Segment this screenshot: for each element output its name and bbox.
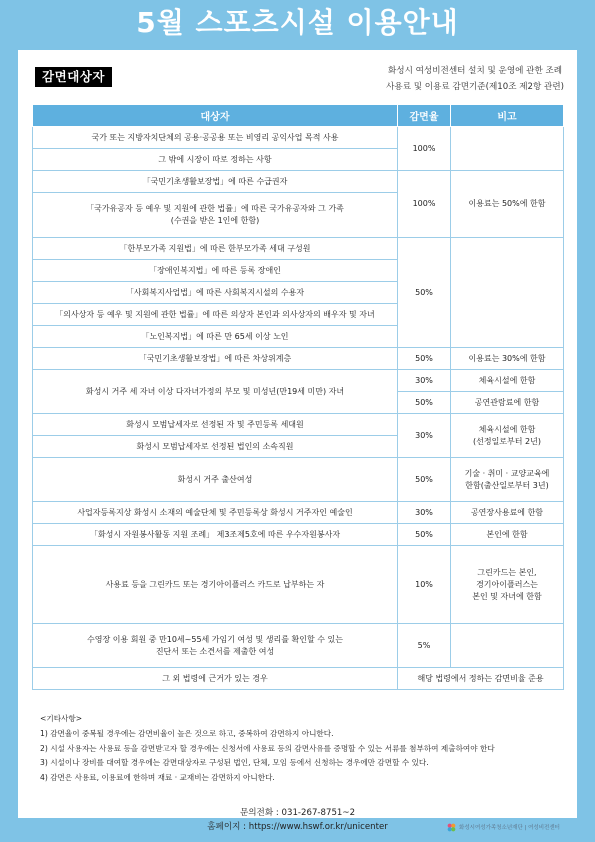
note-item: 3) 시설이나 장비를 대여할 경우에는 감면대상자로 구성된 법인, 단체, 모임 등에서 신청하는 경우에만 감면할 수 있다. xyxy=(40,758,429,768)
note-line: (선정일로부터 2년) xyxy=(473,436,541,446)
target-cell: 「화성시 자원봉사활동 지원 조례」 제3조제5호에 따른 우수자원봉사자 xyxy=(33,524,398,546)
rate-cell: 30% xyxy=(398,414,451,458)
table-row xyxy=(33,171,564,193)
target-cell: 그 밖에 시장이 따로 정하는 사항 xyxy=(33,149,398,171)
note-line: 본인 및 자녀에 한함 xyxy=(472,591,542,601)
note-line: 한함(출산일로부터 3년) xyxy=(465,480,549,490)
target-cell xyxy=(33,624,398,668)
rate-cell: 50% xyxy=(398,238,451,348)
rate-cell: 10% xyxy=(398,546,451,624)
table-row xyxy=(33,546,564,624)
table-row xyxy=(33,668,564,690)
note-cell: 체육시설에 한함 xyxy=(451,370,564,392)
header-target: 대상자 xyxy=(33,105,398,127)
header-rate: 감면율 xyxy=(398,105,451,127)
ordinance-reference xyxy=(386,63,564,95)
note-line: 기술 · 취미 · 교양교육에 xyxy=(464,468,550,478)
note-cell: 본인에 한함 xyxy=(451,524,564,546)
header-note: 비고 xyxy=(451,105,564,127)
rate-cell: 100% xyxy=(398,171,451,238)
table-header-row xyxy=(33,105,564,127)
note-cell xyxy=(451,624,564,668)
target-cell: 화성시 모범납세자로 선정된 법인의 소속직원 xyxy=(33,436,398,458)
target-cell: 「한부모가족 지원법」에 따른 한부모가족 세대 구성원 xyxy=(33,238,398,260)
page-title: 5월 스포츠시설 이용안내 xyxy=(136,6,459,39)
target-cell: 국가 또는 지방자치단체의 공용·공공용 또는 비영리 공익사업 목적 사용 xyxy=(33,127,398,149)
note-cell: 공연관람료에 한함 xyxy=(451,392,564,414)
note-cell: 이용료는 50%에 한함 xyxy=(451,171,564,238)
foundation-logo-icon xyxy=(447,823,456,832)
note-line: 경기아이플러스는 xyxy=(476,579,538,589)
notes-heading: <기타사항> xyxy=(40,714,83,723)
target-cell: 「장애인복지법」에 따른 등록 장애인 xyxy=(33,260,398,282)
target-cell: 「노인복지법」에 따른 만 65세 이상 노인 xyxy=(33,326,398,348)
target-cell: 「의사상자 등 예우 및 지원에 관한 법률」에 따른 의상자 본인과 의사상자의 배우자 및 자녀 xyxy=(33,304,398,326)
target-line: (수권을 받은 1인에 한함) xyxy=(170,216,260,225)
target-cell: 화성시 거주 출산여성 xyxy=(33,458,398,502)
table-row xyxy=(33,458,564,502)
target-cell: 화성시 거주 세 자녀 이상 다자녀가정의 부모 및 미성년(만19세 미만) 자녀 xyxy=(33,370,398,414)
note-cell xyxy=(451,546,564,624)
target-line: 수영장 이용 회원 중 만10세~55세 가임기 여성 및 생리를 확인할 수 있는 xyxy=(87,634,343,644)
note-cell xyxy=(451,458,564,502)
target-line: 「국가유공자 등 예우 및 지원에 관한 법률」에 따른 국가유공자와 그 가족 xyxy=(86,204,344,213)
table-row xyxy=(33,502,564,524)
rate-cell: 50% xyxy=(398,348,451,370)
ordinance-line-1: 화성시 여성비전센터 설치 및 운영에 관한 조례 xyxy=(387,66,563,76)
rate-cell: 30% xyxy=(398,370,451,392)
rate-cell: 30% xyxy=(398,502,451,524)
target-cell: 「국민기초생활보장법」에 따른 차상위계층 xyxy=(33,348,398,370)
rate-cell: 100% xyxy=(398,127,451,171)
target-cell: 「사회복지사업법」에 따른 사회복지시설의 수용자 xyxy=(33,282,398,304)
table-row xyxy=(33,127,564,149)
note-cell: 해당 법령에서 정하는 감면비율 준용 xyxy=(398,668,564,690)
rate-cell: 50% xyxy=(398,458,451,502)
note-cell: 공연장사용료에 한함 xyxy=(451,502,564,524)
note-cell xyxy=(451,127,564,171)
table-row xyxy=(33,414,564,436)
note-item: 1) 감면율이 중복될 경우에는 감면비율이 높은 것으로 하고, 중복하여 감면하지 아니한다. xyxy=(40,728,334,738)
note-line: 체육시설에 한함 xyxy=(478,424,536,434)
note-line: 그린카드는 본인, xyxy=(477,567,537,577)
target-line: 진단서 또는 소견서를 제출한 여성 xyxy=(155,646,275,656)
note-cell xyxy=(451,414,564,458)
contact-phone: 문의전화 : 031-267-8751~2 xyxy=(239,808,356,818)
table-row xyxy=(33,348,564,370)
table-row xyxy=(33,370,564,392)
notes-section xyxy=(40,712,570,786)
table-row xyxy=(33,624,564,668)
info-card xyxy=(18,50,577,818)
table-row xyxy=(33,524,564,546)
rate-cell: 5% xyxy=(398,624,451,668)
note-cell xyxy=(451,238,564,348)
target-cell: 「국민기초생활보장법」에 따른 수급권자 xyxy=(33,171,398,193)
target-cell: 화성시 모범납세자로 선정된 자 및 주민등록 세대원 xyxy=(33,414,398,436)
note-cell: 이용료는 30%에 한함 xyxy=(451,348,564,370)
target-cell: 사용료 등을 그린카드 또는 경기아이플러스 카드로 납부하는 자 xyxy=(33,546,398,624)
rate-cell: 50% xyxy=(398,524,451,546)
target-cell: 사업자등록지상 화성시 소재의 예술단체 및 주민등록상 화성시 거주자인 예술인 xyxy=(33,502,398,524)
reduction-target-badge: 감면대상자 xyxy=(35,67,112,87)
target-cell: 그 외 법령에 근거가 있는 경우 xyxy=(33,668,398,690)
homepage-link[interactable]: 홈페이지 : https://www.hswf.or.kr/unicenter xyxy=(207,822,388,832)
reduction-table xyxy=(32,104,564,690)
foundation-logo-text: 화성시여성가족청소년재단 | 여성비전센터 xyxy=(459,825,560,831)
note-item: 2) 시설 사용자는 사용료 등을 감면받고자 할 경우에는 신청서에 사용료 등의 감면사유를 증명할 수 있는 서류를 첨부하여 제출하여야 한다 xyxy=(40,743,495,753)
rate-cell: 50% xyxy=(398,392,451,414)
table-row xyxy=(33,238,564,260)
target-cell xyxy=(33,193,398,238)
ordinance-line-2: 사용료 및 이용료 감면기준(제10조 제2항 관련) xyxy=(386,82,564,92)
foundation-logo xyxy=(447,823,560,833)
note-item: 4) 감면은 사용료, 이용료에 한하며 재료 · 교재비는 감면하지 아니한다. xyxy=(40,773,275,783)
